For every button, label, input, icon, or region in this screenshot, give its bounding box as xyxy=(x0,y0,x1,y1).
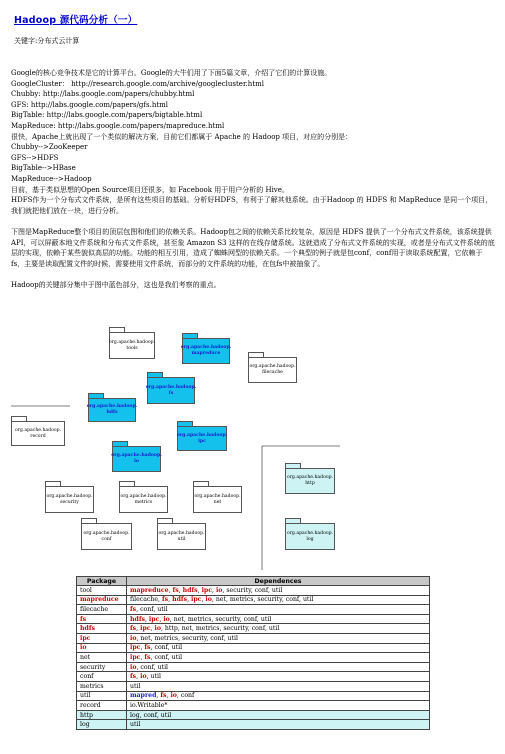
link-mapreduce[interactable]: MapReduce: http://labs.google.com/papers/mapreduce.html xyxy=(11,121,225,130)
cell-dependences: ipc, fs, conf, util xyxy=(127,653,430,663)
table-header-row xyxy=(77,577,430,586)
header-dependences: Dependences xyxy=(127,577,430,586)
cell-package: tool xyxy=(77,586,127,596)
package-io xyxy=(112,441,161,472)
cell-dependences: mapreduce, fs, hdfs, ipc, io, security, conf, util xyxy=(127,586,430,596)
cell-dependences: util xyxy=(127,681,430,691)
package-http xyxy=(285,463,335,494)
package-log-label: org.apache.hadoop. log xyxy=(286,530,334,542)
cell-package: ipc xyxy=(77,633,127,643)
table-row xyxy=(77,672,430,682)
cell-package: hdfs xyxy=(77,624,127,634)
package-conf xyxy=(81,518,132,550)
cell-dependences: ipc, fs, conf, util xyxy=(127,643,430,653)
package-filecache xyxy=(248,352,297,383)
cell-package: mapreduce xyxy=(77,595,127,605)
table-row xyxy=(77,605,430,615)
cell-dependences: fs, ipc, io, http, net, metrics, security, conf, util xyxy=(127,624,430,634)
package-ipc xyxy=(177,421,227,451)
package-fs xyxy=(147,372,195,404)
package-io-label: org.apache.hadoop. io xyxy=(111,453,162,464)
cell-dependences: io, net, metrics, security, conf, util xyxy=(127,633,430,643)
mapping-gfs: GFS-->HDFS xyxy=(11,153,59,162)
package-fs-label: org.apache.hadoop. fs xyxy=(145,384,197,396)
table-row xyxy=(77,624,430,634)
package-tools xyxy=(109,327,155,359)
table-row xyxy=(77,614,430,624)
table-row xyxy=(77,633,430,643)
package-record-label: org.apache.hadoop. record xyxy=(14,427,62,439)
package-label xyxy=(109,332,155,359)
apache-intro-line: 很快，Apache上就出现了一个类似的解决方案，目前它们都属于 Apache 的 Hadoop 项目，对应的分别是： xyxy=(11,132,353,141)
cell-package: metrics xyxy=(77,681,127,691)
cell-package: record xyxy=(77,701,127,711)
opensource-line: 目前，基于类似思想的Open Source项目还很多，如 Facebook 用于用户分析的 Hive。 xyxy=(11,185,289,194)
package-hdfs xyxy=(88,393,136,422)
link-gfs[interactable]: GFS: http://labs.google.com/papers/gfs.html xyxy=(11,100,169,109)
package-filecache-label: org.apache.hadoop. filecache xyxy=(249,364,296,375)
package-metrics-label: org.apache.hadoop. metrics xyxy=(120,493,167,505)
table-row xyxy=(77,595,430,605)
cell-package: io xyxy=(77,643,127,653)
table-row xyxy=(77,586,430,596)
link-bigtable[interactable]: BigTable: http://labs.google.com/papers/bigtable.html xyxy=(11,111,203,120)
cell-dependences: fs, conf, util xyxy=(127,605,430,615)
package-log xyxy=(285,518,335,550)
cell-package: conf xyxy=(77,672,127,682)
package-mapreduce-label: org.apache.hadoop. mapreduce xyxy=(180,345,232,356)
package-ipc-label: org.apache.hadoop. ipc xyxy=(176,432,228,444)
cell-package: security xyxy=(77,662,127,672)
package-util xyxy=(157,518,206,550)
cell-dependences: io, conf, util xyxy=(127,662,430,672)
cell-package: net xyxy=(77,653,127,663)
link-googlecluster[interactable]: GoogleCluster： http://research.google.com/archive/googlecluster.html xyxy=(11,79,264,88)
package-record xyxy=(11,416,65,446)
cell-package: log xyxy=(77,720,127,730)
package-tools-label: org.apache.hadoop. tools xyxy=(108,339,156,351)
table-row xyxy=(77,710,430,720)
package-net-label: org.apache.hadoop. net xyxy=(194,493,241,505)
cell-package: fs xyxy=(77,614,127,624)
hdfs-paragraph: HDFS作为一个分布式文件系统，是所有这些项目的基础。分析好HDFS，有利于了解其他系统。由于Hadoop 的 HDFS 和 MapReduce 是同一个项目，我们就把他们放在一块，进行分析。 xyxy=(11,196,493,215)
table-row xyxy=(77,662,430,672)
keywords: 关键字:分布式云计算 xyxy=(14,37,80,45)
cell-dependences: hdfs, ipc, io, net, metrics, security, conf, util xyxy=(127,614,430,624)
package-mapreduce xyxy=(182,333,230,364)
table-row xyxy=(77,691,430,701)
article-body xyxy=(11,68,495,290)
cell-dependences: mapred, fs, io, conf xyxy=(127,691,430,701)
key-parts-line: Hadoop的关键部分集中于图中蓝色部分，这也是我们考察的重点。 xyxy=(11,280,221,289)
cell-dependences: io.Writable* xyxy=(127,701,430,711)
cell-dependences: filecache, fs, hdfs, ipc, io, net, metrics, security, conf, util xyxy=(127,595,430,605)
table-row xyxy=(77,720,430,730)
link-chubby[interactable]: Chubby: http://labs.google.com/papers/chubby.html xyxy=(11,90,195,99)
table-row xyxy=(77,681,430,691)
package-security-label: org.apache.hadoop. security xyxy=(46,493,93,505)
mapping-chubby: Chubby-->ZooKeeper xyxy=(11,143,88,152)
mapping-mapreduce: MapReduce-->Hadoop xyxy=(11,174,92,183)
cell-dependences: log, conf, util xyxy=(127,710,430,720)
package-conf-label: org.apache.hadoop. conf xyxy=(83,530,130,542)
table-row xyxy=(77,653,430,663)
spacer xyxy=(11,269,495,280)
package-hdfs-label: org.apache.hadoop. hdfs xyxy=(86,404,138,415)
dependency-paragraph: 下图是MapReduce整个项目的顶层包图和他们的依赖关系。Hadoop包之间的依赖关系比较复杂，原因是 HDFS 提供了一个分布式文件系统，该系统提供 API，可以屏蔽本地文件系统和分布式文件系统，甚至象 Amazon S3 这样的在线存储系统。这就造成了分布式文件系统的实现，或者是分布式文件系统的底层的实现，依赖于某些貌似高层的功能。功能的相互引用，造成了蜘蛛网型的依赖关系。一个典型的例子就是包conf，conf用于读取系统配置，它依赖于fs，主要是读取配置文件的时候，需要使用文件系统，而部分的文件系统的功能，在包fs中被抽象了。 xyxy=(11,227,495,268)
cell-package: util xyxy=(77,691,127,701)
table-body xyxy=(77,586,430,730)
package-metrics xyxy=(119,481,168,513)
package-http-label: org.apache.hadoop. http xyxy=(286,475,334,486)
cell-package: filecache xyxy=(77,605,127,615)
mapping-bigtable: BigTable-->HBase xyxy=(11,164,76,173)
cell-dependences: util xyxy=(127,720,430,730)
cell-package: http xyxy=(77,710,127,720)
dependency-table xyxy=(76,576,430,730)
header-package: Package xyxy=(77,577,127,586)
spacer xyxy=(11,216,495,227)
package-security xyxy=(45,481,94,513)
table-row xyxy=(77,643,430,653)
package-net xyxy=(193,481,242,513)
intro-line: Google的核心竞争技术是它的计算平台。Google的大牛们用了下面5篇文章，介绍了它们的计算设施。 xyxy=(11,69,332,77)
page-title[interactable]: Hadoop 源代码分析（一） xyxy=(14,15,138,26)
cell-dependences: fs, io, util xyxy=(127,672,430,682)
package-util-label: org.apache.hadoop. util xyxy=(158,530,205,542)
table-row xyxy=(77,701,430,711)
